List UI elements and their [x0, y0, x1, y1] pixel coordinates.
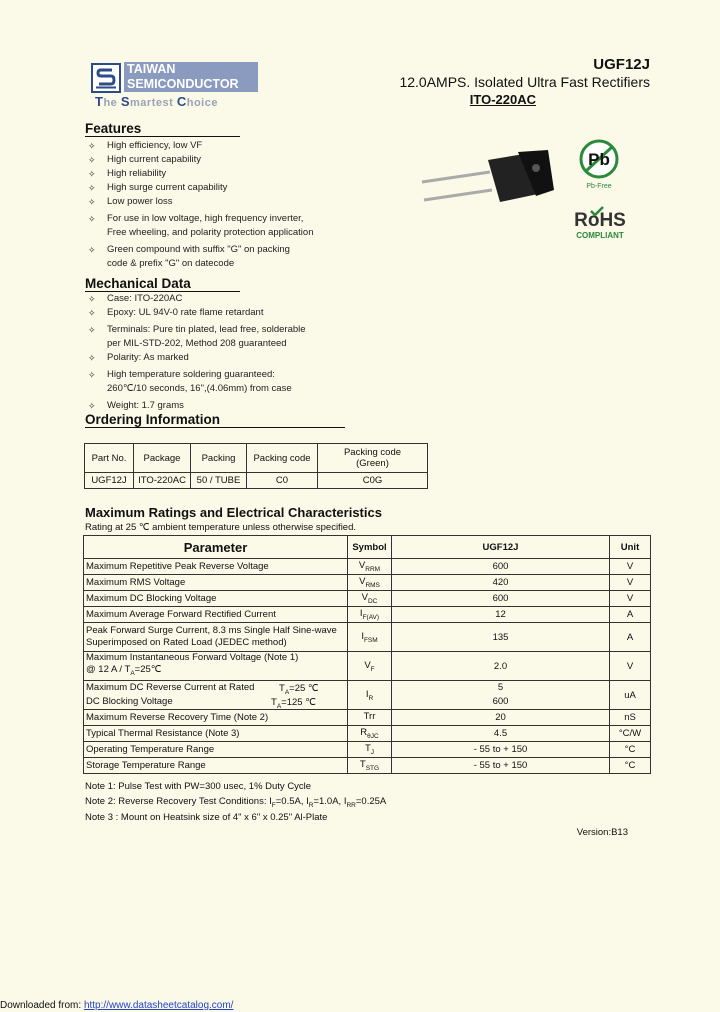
footer-label: Downloaded from:	[0, 1000, 84, 1011]
symbol-cell: $V_{DC}$	[348, 591, 392, 607]
pb-free-letters: Pb	[588, 150, 610, 169]
feature-item: ✧ High efficiency, low VF	[88, 140, 203, 151]
bullet-icon: ✧	[88, 294, 96, 304]
bullet-icon: ✧	[88, 353, 96, 363]
mechanical-item: ✧ Terminals: Pure tin plated, lead free, solderable per MIL-STD-202, Method 208 guaranteed	[88, 324, 306, 349]
bullet-icon: ✧	[88, 141, 96, 151]
ratings-subtitle: Rating at 25 ℃ ambient temperature unless otherwise specified.	[85, 522, 357, 533]
rohs-badge	[570, 206, 630, 240]
symbol-cell: $I_{FSM}$	[348, 623, 392, 652]
bullet-icon: ✧	[88, 325, 96, 335]
ito220ac-package-image	[418, 150, 558, 210]
symbol-cell: Trr	[348, 710, 392, 726]
ordering-cell: C0G	[318, 473, 428, 489]
value-cell: 600	[392, 591, 610, 607]
unit-cell: V	[610, 652, 651, 681]
mechanical-item: ✧ Polarity: As marked	[88, 352, 189, 363]
unit-cell: V	[610, 559, 651, 575]
bullet-icon: ✧	[88, 214, 96, 224]
unit-cell: V	[610, 575, 651, 591]
parameter-header: Parameter	[84, 536, 348, 559]
note-1: Note 1: Pulse Test with PW=300 usec, 1% Duty Cycle	[85, 781, 312, 792]
company-name	[124, 62, 258, 92]
rohs-compliant-text: COMPLIANT	[576, 231, 624, 240]
company-logo-mark	[91, 63, 121, 93]
feature-item: ✧ Low power loss	[88, 196, 173, 207]
part-number: UGF12J	[593, 56, 650, 73]
version-label: Version:B13	[576, 827, 628, 838]
ordering-cell: 50 / TUBE	[191, 473, 247, 489]
bullet-icon: ✧	[88, 155, 96, 165]
bullet-icon: ✧	[88, 401, 96, 411]
ratings-row-forward-voltage	[84, 652, 651, 681]
company-tagline: The Smartest Choice	[95, 94, 218, 109]
features-heading: Features	[85, 121, 240, 137]
value-header: UGF12J	[392, 536, 610, 559]
pb-free-badge	[577, 139, 621, 189]
symbol-cell: $V_{RRM}$	[348, 559, 392, 575]
value-cell: 420	[392, 575, 610, 591]
ordering-header-cell: Part No.	[85, 444, 134, 473]
parameter-cell: Maximum Reverse Recovery Time (Note 2)	[84, 710, 348, 726]
unit-header: Unit	[610, 536, 651, 559]
ratings-row	[84, 710, 651, 726]
value-cell: 12	[392, 607, 610, 623]
bullet-icon: ✧	[88, 245, 96, 255]
parameter-cell: Operating Temperature Range	[84, 742, 348, 758]
ratings-row	[84, 607, 651, 623]
unit-cell: °C/W	[610, 726, 651, 742]
value-cell: 5 600	[392, 681, 610, 710]
value-cell: 4.5	[392, 726, 610, 742]
ratings-row-surge	[84, 623, 651, 652]
pb-free-label: Pb-Free	[586, 183, 612, 190]
unit-cell: °C	[610, 758, 651, 774]
ordering-cell: ITO-220AC	[134, 473, 191, 489]
note-2: Note 2: Reverse Recovery Test Conditions: $I_F=0.5A$, $I_R=1.0A$, $I_{RR}=0.25A$	[85, 796, 387, 809]
rohs-check-icon	[590, 206, 604, 216]
feature-item: ✧ High reliability	[88, 168, 167, 179]
unit-cell: °C	[610, 742, 651, 758]
ordering-cell: UGF12J	[85, 473, 134, 489]
ordering-header-cell-green: Packing code (Green)	[318, 444, 428, 473]
rohs-text: RoHS	[574, 210, 626, 231]
parameter-cell: Maximum DC Blocking Voltage	[84, 591, 348, 607]
company-name-line2: SEMICONDUCTOR	[127, 77, 239, 91]
feature-item: ✧ For use in low voltage, high frequency inverter, Free wheeling, and polarity protection application	[88, 213, 314, 238]
ordering-header-row	[85, 444, 428, 473]
ratings-row	[84, 575, 651, 591]
unit-cell: A	[610, 607, 651, 623]
ratings-row	[84, 742, 651, 758]
ordering-header-cell: Packing	[191, 444, 247, 473]
ratings-heading: Maximum Ratings and Electrical Characteristics	[85, 505, 382, 520]
parameter-cell: Maximum Repetitive Peak Reverse Voltage	[84, 559, 348, 575]
parameter-cell: Maximum Average Forward Rectified Current	[84, 607, 348, 623]
footer-link[interactable]: http://www.datasheetcatalog.com/	[83, 1000, 234, 1011]
mechanical-item: ✧ Weight: 1.7 grams	[88, 400, 184, 411]
bullet-icon: ✧	[88, 197, 96, 207]
value-cell: 135	[392, 623, 610, 652]
unit-cell: V	[610, 591, 651, 607]
mechanical-list	[85, 292, 306, 413]
mechanical-heading: Mechanical Data	[85, 276, 240, 292]
ratings-row	[84, 758, 651, 774]
ordering-header-cell: Package	[134, 444, 191, 473]
bullet-icon: ✧	[88, 370, 96, 380]
bullet-icon: ✧	[88, 183, 96, 193]
ratings-row	[84, 559, 651, 575]
ratings-table	[83, 535, 651, 774]
features-list	[85, 139, 314, 271]
unit-cell: A	[610, 623, 651, 652]
value-cell: 600	[392, 559, 610, 575]
symbol-cell: $I_{F(AV)}$	[348, 607, 392, 623]
product-description: 12.0AMPS. Isolated Ultra Fast Rectifiers	[399, 74, 650, 90]
parameter-cell: Maximum DC Reverse Current at Rated DC Blocking Voltage $T_A=25$ ℃ $T_A=125$ ℃	[84, 681, 348, 710]
feature-item: ✧ Green compound with suffix "G" on packing code & prefix "G" on datecode	[88, 244, 290, 269]
value-cell: - 55 to + 150	[392, 758, 610, 774]
ordering-table	[84, 443, 428, 489]
symbol-cell: $R_{\theta JC}$	[348, 726, 392, 742]
value-cell: 20	[392, 710, 610, 726]
company-name-line1: TAIWAN	[127, 62, 176, 76]
ratings-row	[84, 726, 651, 742]
ordering-heading: Ordering Information	[85, 412, 345, 428]
ratings-row	[84, 591, 651, 607]
ordering-cell: C0	[247, 473, 318, 489]
symbol-cell: $V_{RMS}$	[348, 575, 392, 591]
package-type: ITO-220AC	[469, 92, 536, 107]
logo-s-icon	[93, 65, 119, 91]
note-3: Note 3 : Mount on Heatsink size of 4" x 6" x 0.25" Al-Plate	[85, 812, 328, 823]
ratings-row-reverse-current	[84, 681, 651, 710]
mechanical-item: ✧ Case: ITO-220AC	[88, 293, 183, 304]
parameter-cell: Typical Thermal Resistance (Note 3)	[84, 726, 348, 742]
parameter-cell: Maximum RMS Voltage	[84, 575, 348, 591]
feature-item: ✧ High surge current capability	[88, 182, 228, 193]
symbol-cell: $T_{STG}$	[348, 758, 392, 774]
ordering-header-cell: Packing code	[247, 444, 318, 473]
symbol-cell: $I_R$	[348, 681, 392, 710]
download-footer	[0, 1000, 233, 1011]
value-cell: - 55 to + 150	[392, 742, 610, 758]
parameter-cell: Maximum Instantaneous Forward Voltage (Note 1) @ 12 $A / T_A=25℃$	[84, 652, 348, 681]
pb-free-icon	[577, 139, 621, 179]
mechanical-item: ✧ Epoxy: UL 94V-0 rate flame retardant	[88, 307, 264, 318]
feature-item: ✧ High current capability	[88, 154, 201, 165]
symbol-cell: $T_J$	[348, 742, 392, 758]
parameter-cell: Storage Temperature Range	[84, 758, 348, 774]
ordering-row	[85, 473, 428, 489]
parameter-cell: Peak Forward Surge Current, 8.3 ms Single Half Sine-wave Superimposed on Rated Load (JEDEC method)	[84, 623, 348, 652]
bullet-icon: ✧	[88, 169, 96, 179]
unit-cell: uA	[610, 681, 651, 710]
unit-cell: nS	[610, 710, 651, 726]
mechanical-item: ✧ High temperature soldering guaranteed: 260℃/10 seconds, 16",(4.06mm) from case	[88, 369, 292, 394]
value-cell: 2.0	[392, 652, 610, 681]
ratings-header-row	[84, 536, 651, 559]
symbol-header: Symbol	[348, 536, 392, 559]
bullet-icon: ✧	[88, 308, 96, 318]
symbol-cell: $V_F$	[348, 652, 392, 681]
